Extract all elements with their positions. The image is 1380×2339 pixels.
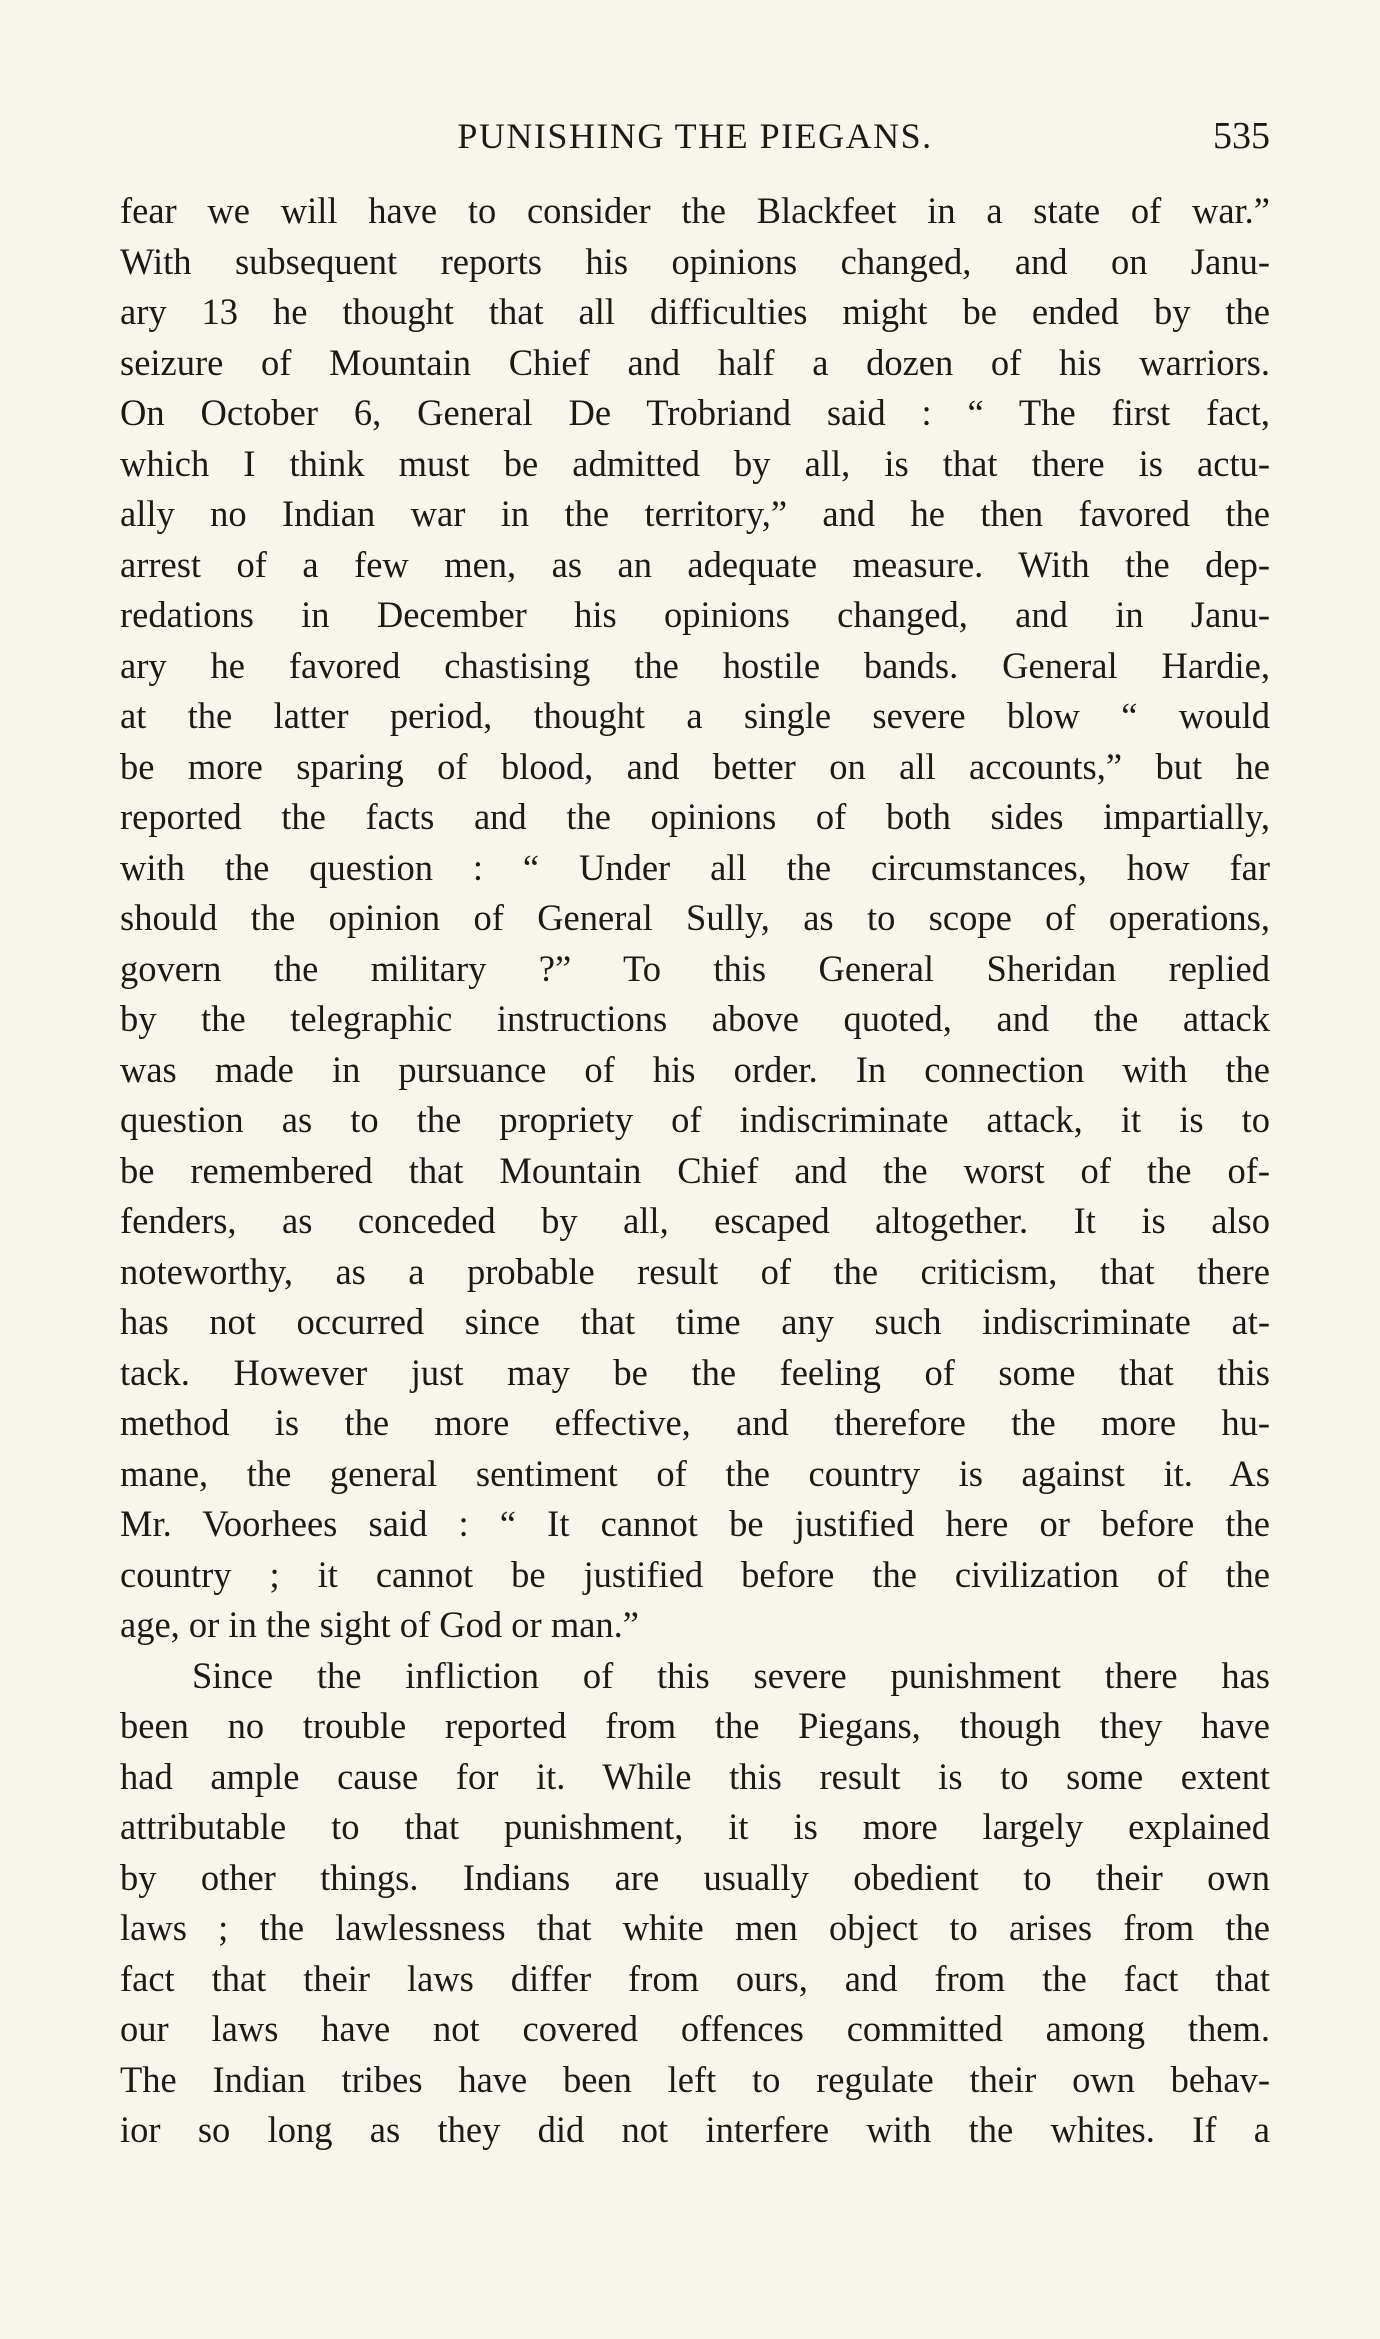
text-line: arrest of a few men, as an adequate measure. With the dep- [120,543,1270,585]
text-line: should the opinion of General Sully, as to scope of operations, [120,897,1270,938]
paragraph-start-line: Since the infliction of this severe punishment there has [192,1654,1270,1696]
text-line: govern the military ?” To this General Sheridan replied [120,947,1270,989]
text-line: noteworthy, as a probable result of the criticism, that there [120,1250,1270,1292]
text-line: ary he favored chastising the hostile bands. General Hardie, [120,644,1270,686]
text-line: had ample cause for it. While this result is to some extent [120,1755,1270,1797]
text-line: Mr. Voorhees said : “ It cannot be justified here or before the [120,1503,1270,1544]
text-line: was made in pursuance of his order. In connection with the [120,1048,1270,1090]
running-head [120,108,1270,164]
text-line: The Indian tribes have been left to regulate their own behav- [120,2058,1270,2100]
text-line: by the telegraphic instructions above quoted, and the attack [120,998,1270,1039]
text-line: been no trouble reported from the Piegans, though they have [120,1705,1270,1746]
text-line: country ; it cannot be justified before the civilization of the [120,1553,1270,1595]
text-line: be remembered that Mountain Chief and the worst of the of- [120,1149,1270,1191]
text-line: seizure of Mountain Chief and half a dozen of his warriors. [120,341,1270,383]
text-line: fear we will have to consider the Blackfeet in a state of war.” [120,190,1270,231]
text-line: fenders, as conceded by all, escaped altogether. It is also [120,1200,1270,1241]
page-number: 535 [1213,115,1270,157]
text-line: redations in December his opinions changed, and in Janu- [120,594,1270,635]
body-text [120,186,1270,2156]
text-line: ior so long as they did not interfere with the whites. If a [120,2109,1270,2150]
text-line: With subsequent reports his opinions changed, and on Janu- [120,240,1270,282]
text-line: ary 13 he thought that all difficulties might be ended by the [120,291,1270,332]
text-line: laws ; the lawlessness that white men object to arises from the [120,1907,1270,1948]
text-line: be more sparing of blood, and better on all accounts,” but he [120,745,1270,787]
text-line: by other things. Indians are usually obedient to their own [120,1856,1270,1898]
text-line: has not occurred since that time any such indiscriminate at- [120,1301,1270,1342]
text-line: fact that their laws differ from ours, and from the fact that [120,1957,1270,1999]
paragraph-end-line: age, or in the sight of God or man.” [120,1604,639,1645]
text-line: our laws have not covered offences committed among them. [120,2008,1270,2049]
text-line: attributable to that punishment, it is more largely explained [120,1806,1270,1847]
text-line: at the latter period, thought a single severe blow “ would [120,695,1270,736]
text-line: mane, the general sentiment of the country is against it. As [120,1452,1270,1494]
text-line: tack. However just may be the feeling of some that this [120,1351,1270,1393]
text-line: with the question : “ Under all the circumstances, how far [120,846,1270,888]
text-line: reported the facts and the opinions of both sides impartially, [120,796,1270,837]
text-line: On October 6, General De Trobriand said : “ The first fact, [120,392,1270,433]
text-line: ally no Indian war in the territory,” and he then favored the [120,493,1270,534]
text-line: method is the more effective, and therefore the more hu- [120,1402,1270,1443]
running-title: PUNISHING THE PIEGANS. [457,116,933,156]
text-line: which I think must be admitted by all, is that there is actu- [120,442,1270,484]
text-line: question as to the propriety of indiscriminate attack, it is to [120,1099,1270,1140]
